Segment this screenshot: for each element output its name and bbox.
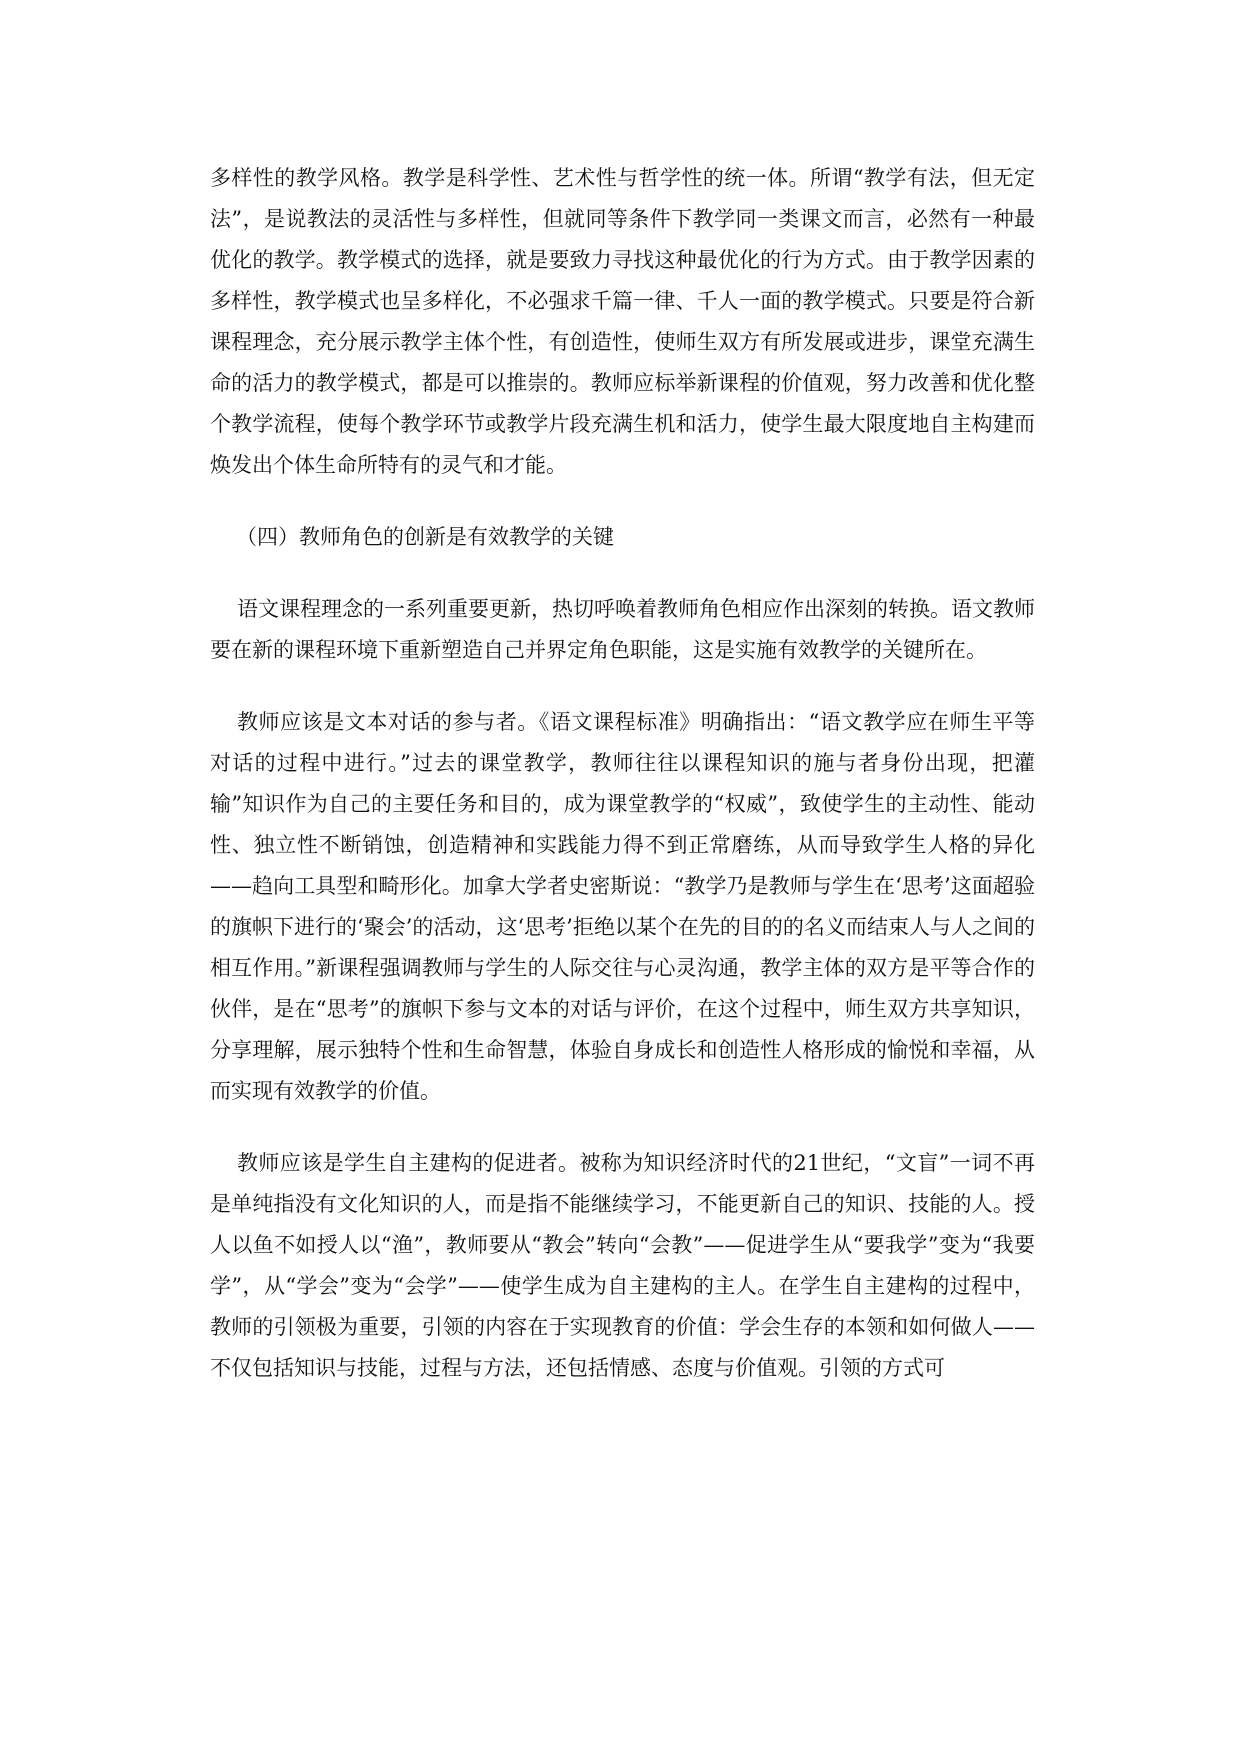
- paragraph-teaching-style: 多样性的教学风格。教学是科学性、艺术性与哲学性的统一体。所谓“教学有法，但无定法”，是说教法的灵活性与多样性，但就同等条件下教学同一类课文而言，必然有一种最优化的教学。教学模式的选择，就是要致力寻找这种最优化的行为方式。由于教学因素的多样性，教学模式也呈多样化，不必强求千篇一律、千人一面的教学模式。只要是符合新课程理念，充分展示教学主体个性，有创造性，使师生双方有所发展或进步，课堂充满生命的活力的教学模式，都是可以推崇的。教师应标举新课程的价值观，努力改善和优化整个教学流程，使每个教学环节或教学片段充满生机和活力，使学生最大限度地自主构建而焕发出个体生命所特有的灵气和才能。: [210, 166, 1035, 477]
- section-heading: （四）教师角色的创新是有效教学的关键: [236, 525, 614, 549]
- document-body: [210, 158, 1035, 1389]
- paragraph-role-transformation: 语文课程理念的一系列重要更新，热切呼唤着教师角色相应作出深刻的转换。语文教师要在新的课程环境下重新塑造自己并界定角色职能，这是实施有效教学的关键所在。: [210, 597, 1035, 662]
- paragraph-dialogue-participant: 教师应该是文本对话的参与者。《语文课程标准》明确指出：“语文教学应在师生平等对话的过程中进行。”过去的课堂教学，教师往往以课程知识的施与者身份出现，把灌输”知识作为自己的主要任务和目的，成为课堂教学的“权威”，致使学生的主动性、能动性、独立性不断销蚀，创造精神和实践能力得不到正常磨练，从而导致学生人格的异化——趋向工具型和畸形化。加拿大学者史密斯说：“教学乃是教师与学生在‘思考’这面超验的旗帜下进行的‘聚会’的活动，这‘思考’拒绝以某个在先的目的的名义而结束人与人之间的相互作用。”新课程强调教师与学生的人际交往与心灵沟通，教学主体的双方是平等合作的伙伴，是在“思考”的旗帜下参与文本的对话与评价，在这个过程中，师生双方共享知识，分享理解，展示独特个性和生命智慧，体验自身成长和创造性人格形成的愉悦和幸福，从而实现有效教学的价值。: [210, 710, 1035, 1103]
- paragraph-construction-promoter: 教师应该是学生自主建构的促进者。被称为知识经济时代的21世纪，“文盲”一词不再是单纯指没有文化知识的人，而是指不能继续学习，不能更新自己的知识、技能的人。授人以鱼不如授人以“渔”，教师要从“教会”转向“会教”——促进学生从“要我学”变为“我要学”，从“学会”变为“会学”——使学生成为自主建构的主人。在学生自主建构的过程中，教师的引领极为重要，引领的内容在于实现教育的价值：学会生存的本领和如何做人——不仅包括知识与技能，过程与方法，还包括情感、态度与价值观。引领的方式可: [210, 1151, 1035, 1380]
